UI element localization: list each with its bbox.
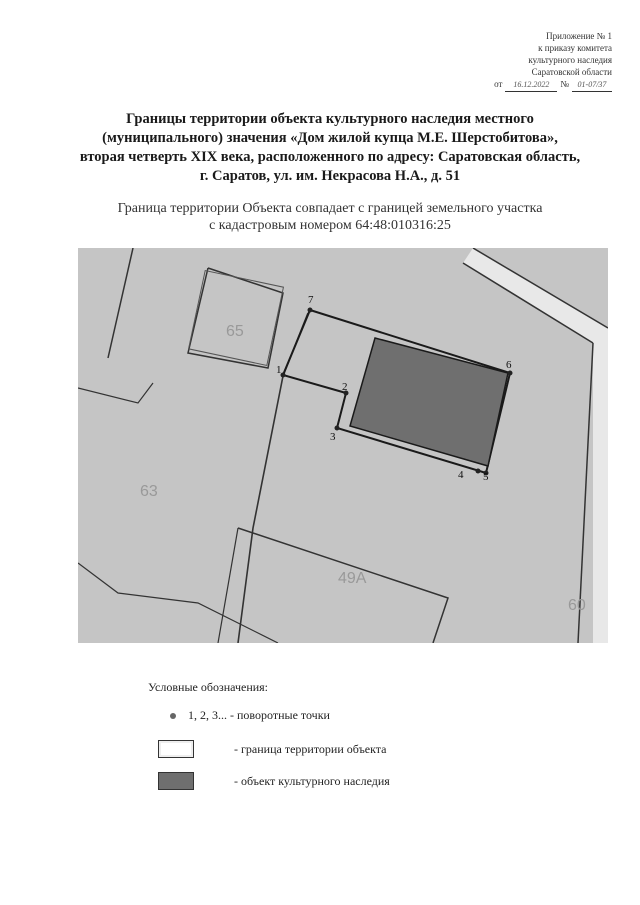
title-line-4: г. Саратов, ул. им. Некрасова Н.А., д. 51 [199, 168, 461, 184]
document-subtitle [40, 200, 620, 234]
point-7-label: 7 [308, 294, 314, 306]
legend-boundary-row [158, 740, 386, 758]
parcel-label-65: 65 [226, 323, 244, 340]
point-5-label: 5 [483, 471, 489, 483]
point-2-label: 2 [342, 381, 348, 393]
parcel-label-63: 63 [140, 483, 158, 500]
heritage-swatch-icon [158, 772, 194, 790]
appendix-line-3: культурного наследия [528, 55, 612, 65]
number-value: 01-07/37 [572, 79, 612, 92]
title-line-1: Границы территории объекта культурного наследия местного [126, 111, 534, 127]
boundary-swatch-icon [158, 740, 194, 758]
title-line-3: вторая четверть XIX века, расположенного по адресу: Саратовская область, [79, 149, 581, 165]
legend-boundary-label: - граница территории объекта [234, 741, 387, 756]
document-title [40, 110, 620, 186]
appendix-date-line [412, 78, 612, 92]
parcel-label-60: 60 [568, 597, 586, 614]
map-svg [78, 248, 608, 643]
subtitle-line-1: Граница территории Объекта совпадает с границей земельного участка [117, 201, 543, 216]
number-prefix: № [560, 79, 569, 89]
appendix-line-1: Приложение № 1 [546, 31, 612, 41]
appendix-line-4: Саратовской области [531, 67, 612, 77]
appendix-line-2: к приказу комитета [538, 43, 612, 53]
point-6-label: 6 [506, 359, 512, 371]
title-line-2: (муниципального) значения «Дом жилой купца М.Е. Шерстобитова», [102, 130, 558, 146]
legend-points-label: 1, 2, 3... - поворотные точки [188, 708, 330, 722]
legend-heritage-label: - объект культурного наследия [234, 773, 390, 788]
point-4-label: 4 [458, 469, 464, 481]
legend-points-row [170, 708, 330, 723]
point-6-marker [508, 371, 513, 376]
parcel-label-49a: 49А [338, 570, 367, 587]
date-prefix: от [494, 79, 503, 89]
legend-title: Условные обозначения: [148, 680, 269, 694]
point-4-marker [476, 469, 481, 474]
point-3-marker [335, 426, 340, 431]
point-1-label: 1 [276, 364, 282, 376]
legend-heritage-row [158, 772, 390, 790]
subtitle-line-2: с кадастровым номером 64:48:010316:25 [209, 218, 451, 233]
point-marker-icon [170, 713, 176, 719]
point-3-label: 3 [330, 431, 336, 443]
date-value: 16.12.2022 [505, 79, 557, 92]
point-7-marker [308, 308, 313, 313]
appendix-header [412, 30, 612, 92]
cadastral-map [78, 248, 608, 643]
